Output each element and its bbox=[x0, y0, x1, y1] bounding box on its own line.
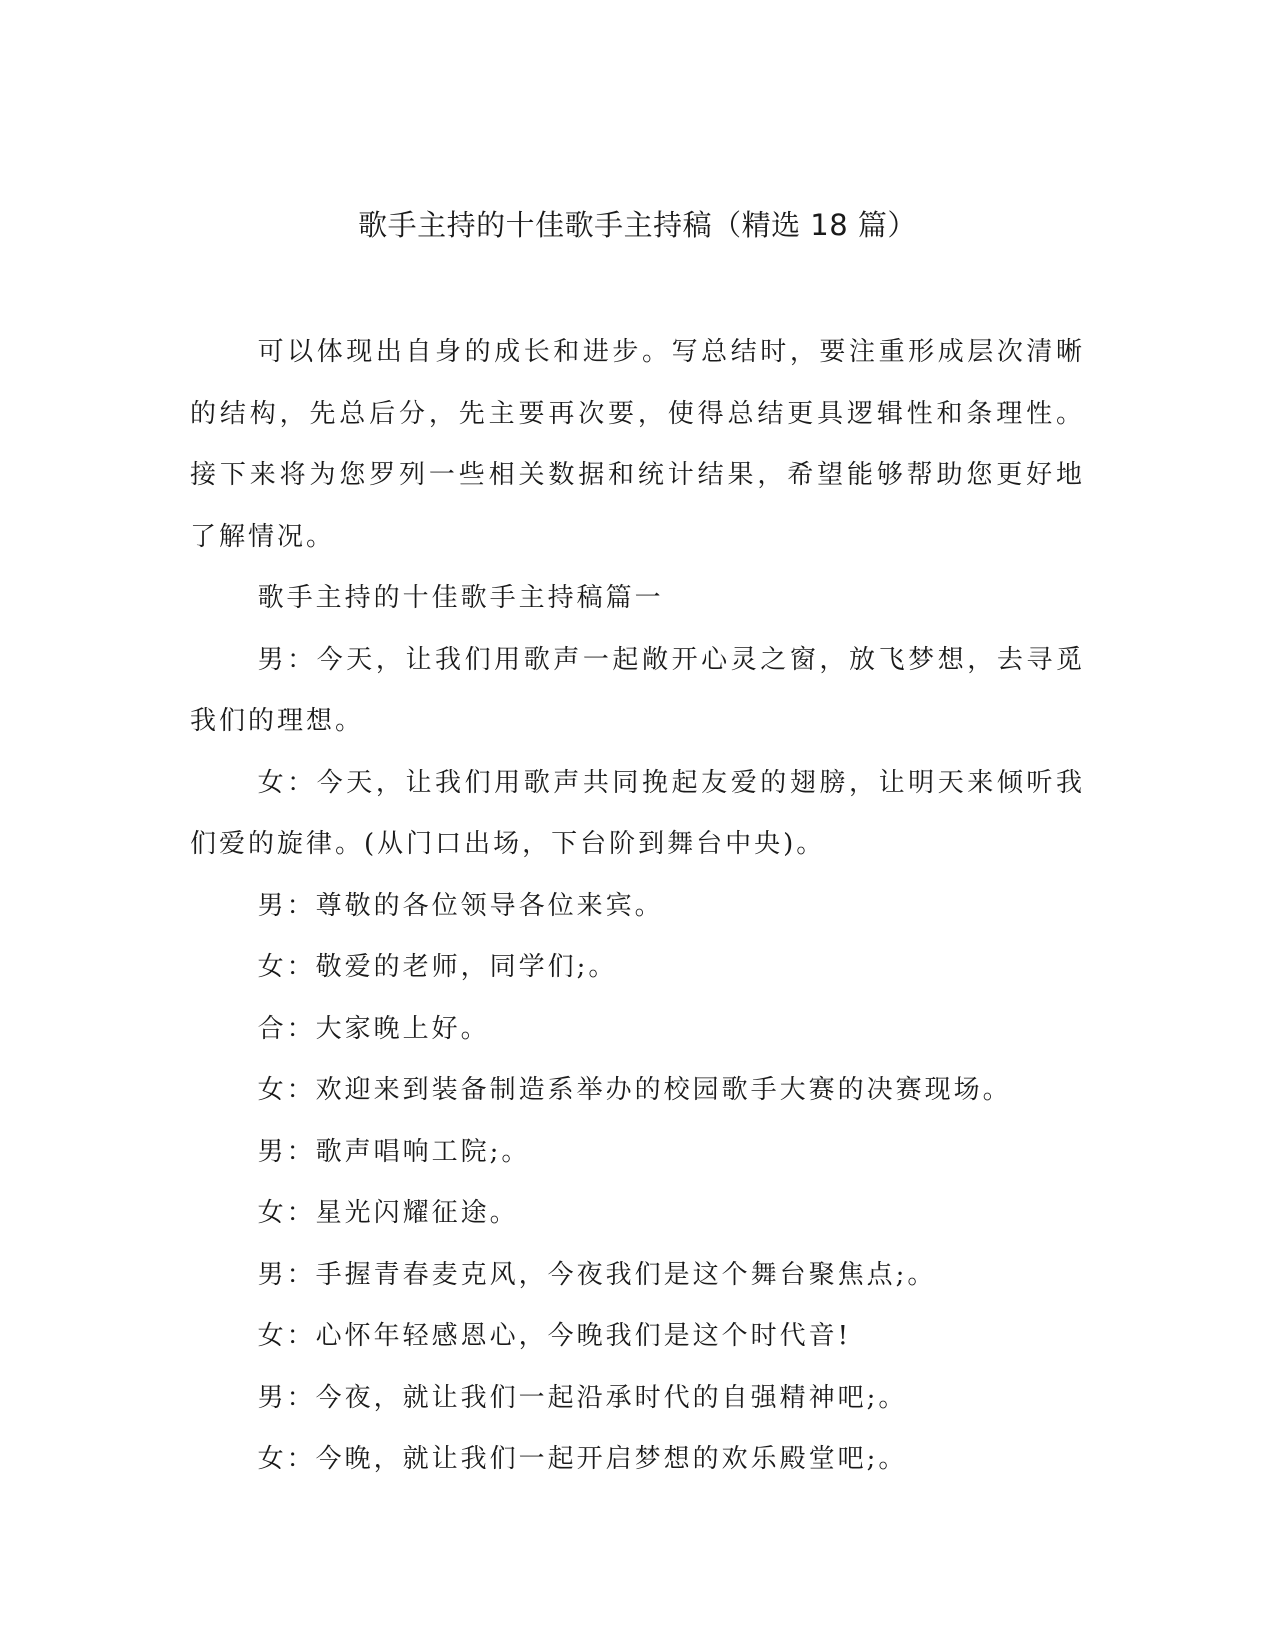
paragraph: 女：今晚，就让我们一起开启梦想的欢乐殿堂吧;。 bbox=[257, 1444, 908, 1474]
paragraph: 男：尊敬的各位领导各位来宾。 bbox=[257, 890, 664, 921]
paragraph: 女：心怀年轻感恩心，今晚我们是这个时代音! bbox=[257, 1321, 852, 1351]
paragraph: 合：大家晚上好。 bbox=[257, 1013, 490, 1044]
document-title: 歌手主持的十佳歌手主持稿（精选 18 篇） bbox=[358, 208, 917, 242]
paragraph: 女：今天，让我们用歌声共同挽起友爱的翅膀，让明天来倾听我们爱的旋律。(从门口出场，下台阶到舞台中央)。 bbox=[190, 767, 1085, 859]
paragraph: 男：今夜，就让我们一起沿承时代的自强精神吧;。 bbox=[257, 1382, 908, 1413]
paragraph: 女：敬爱的老师，同学们;。 bbox=[257, 952, 618, 982]
paragraph: 男：手握青春麦克风，今夜我们是这个舞台聚焦点;。 bbox=[257, 1259, 937, 1290]
paragraph-intro: 可以体现出自身的成长和进步。写总结时，要注重形成层次清晰的结构，先总后分，先主要再次要，使得总结更具逻辑性和条理性。接下来将为您罗列一些相关数据和统计结果，希望能够帮助您更好地了解情况。 bbox=[190, 337, 1085, 552]
paragraph: 男：歌声唱响工院;。 bbox=[257, 1136, 531, 1167]
document-body bbox=[190, 322, 1085, 1491]
section-heading: 歌手主持的十佳歌手主持稿篇一 bbox=[257, 583, 664, 613]
paragraph: 男：今天，让我们用歌声一起敞开心灵之窗，放飞梦想，去寻觅我们的理想。 bbox=[190, 644, 1085, 736]
paragraph: 女：欢迎来到装备制造系举办的校园歌手大赛的决赛现场。 bbox=[257, 1075, 1012, 1105]
paragraph: 女：星光闪耀征途。 bbox=[257, 1198, 519, 1228]
